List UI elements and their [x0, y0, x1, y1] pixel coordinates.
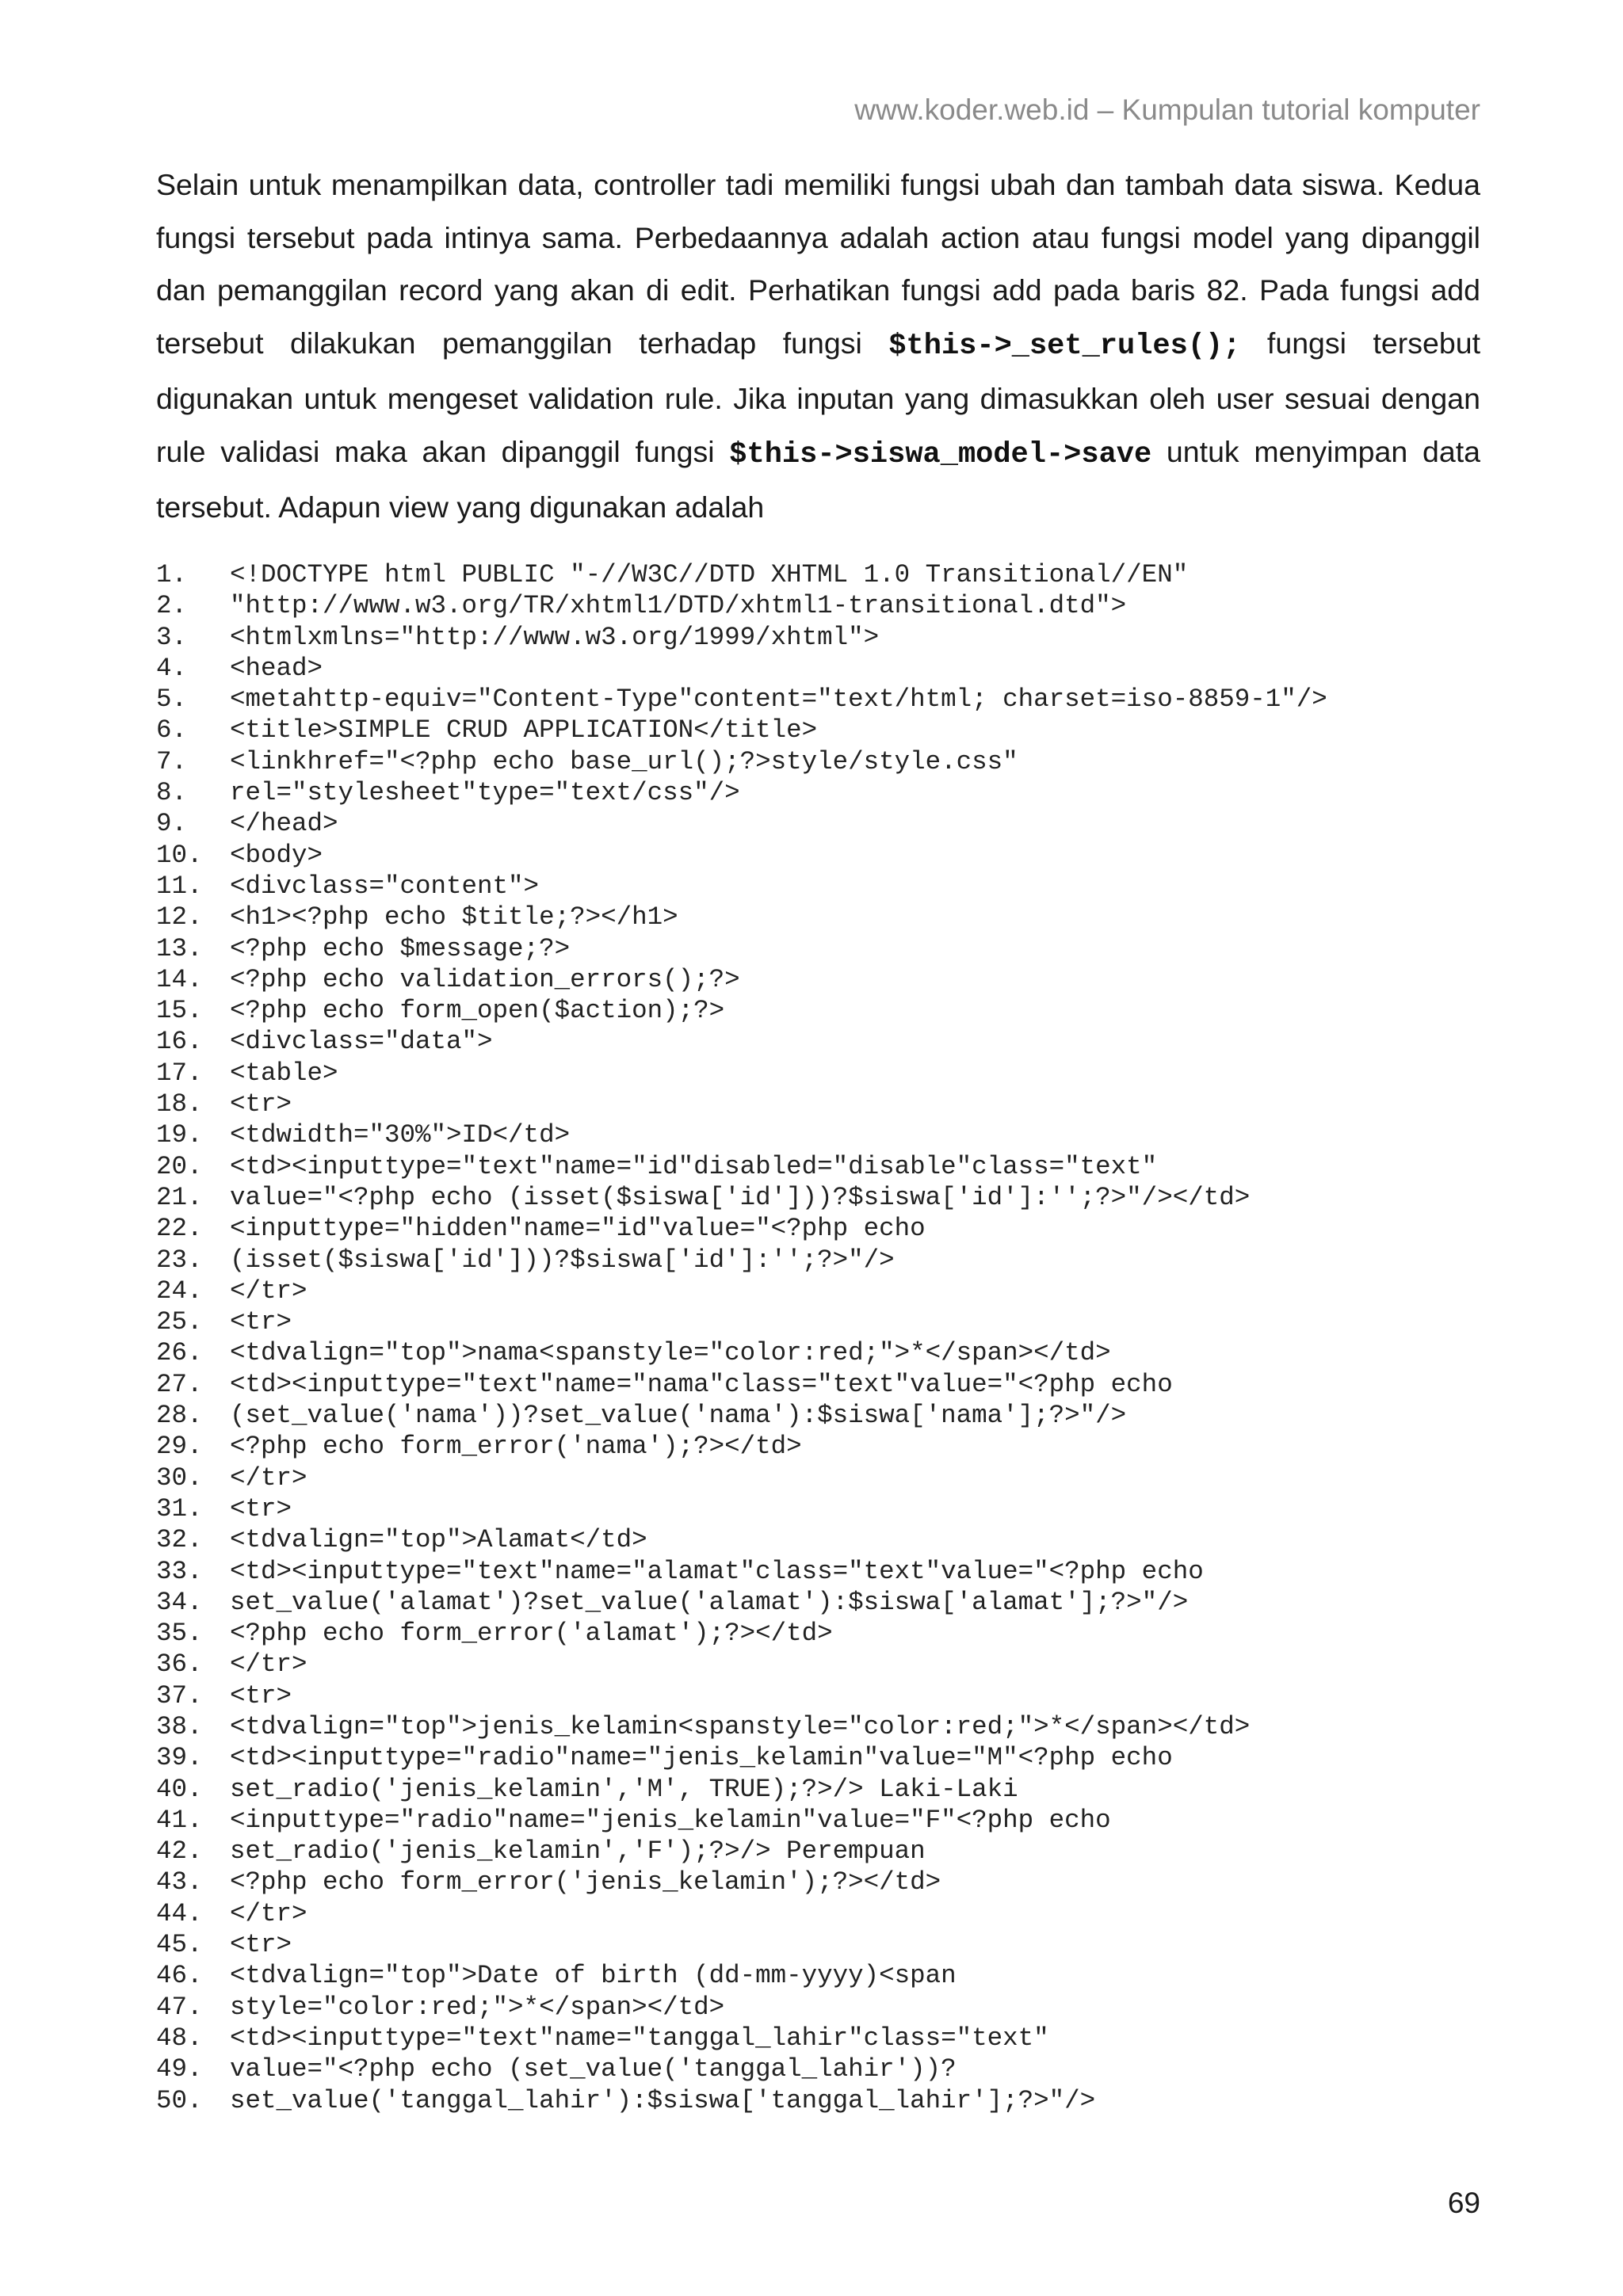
code-line: [156, 1151, 1487, 1182]
code-line: [156, 1898, 1487, 1929]
code-text: value="<?php echo (isset($siswa['id']))?$siswa['id']:'';?>"/></td>: [230, 1182, 1251, 1212]
line-number: 40.: [156, 1774, 203, 1804]
code-text: <?php echo form_open($action);?>: [230, 996, 725, 1026]
code-line: [156, 1058, 1487, 1089]
paragraph-text-part1: Selain untuk menampilkan data, controller tadi memiliki fungsi ubah dan tambah data siswa. Kedua fungsi tersebut pada intinya sama. Perbedaannya adalah action atau fungsi model yang dipanggil dan pemanggilan record yang akan di edit. Perhatikan fungsi add pada baris 82. Pada fungsi add tersebut dilakukan pemanggilan terhadap fungsi: [156, 168, 1480, 360]
code-line: [156, 1992, 1487, 2023]
line-number: 17.: [156, 1058, 203, 1088]
code-line: [156, 1587, 1487, 1618]
code-text: set_radio('jenis_kelamin','F');?>/> Perempuan: [230, 1836, 926, 1867]
code-text: <?php echo form_error('jenis_kelamin');?></td>: [230, 1867, 941, 1897]
code-line: [156, 746, 1487, 777]
code-text: <!DOCTYPE html PUBLIC "-//W3C//DTD XHTML 1.0 Transitional//EN": [230, 560, 1189, 589]
code-text: <tdvalign="top">Alamat</td>: [230, 1525, 647, 1555]
code-line: [156, 559, 1487, 590]
paragraph-text-part2: fungsi tersebut digunakan untuk mengeset validation rule. Jika inputan yang dimasukkan oleh user sesuai dengan rule validasi maka akan dipanggil fungsi: [156, 326, 1481, 468]
code-line: [156, 1463, 1487, 1493]
code-line: [156, 622, 1487, 653]
code-text: <tdvalign="top">nama<spanstyle="color:red;">*</span></td>: [230, 1338, 1111, 1368]
line-number: 23.: [156, 1245, 203, 1275]
code-text: <td><inputtype="text"name="nama"class="text"value="<?php echo: [230, 1369, 1173, 1399]
code-line: [156, 964, 1487, 995]
line-number: 1.: [156, 560, 188, 589]
code-text: <h1><?php echo $title;?></h1>: [230, 902, 678, 933]
code-line: [156, 590, 1487, 621]
code-text: <divclass="content">: [230, 871, 540, 901]
code-line: [156, 840, 1487, 871]
line-number: 4.: [156, 653, 188, 683]
code-line: [156, 1369, 1487, 1400]
line-number: 3.: [156, 622, 188, 652]
body-paragraph: [156, 158, 1480, 534]
code-text: </tr>: [230, 1276, 307, 1306]
line-number: 20.: [156, 1151, 203, 1181]
code-line: [156, 1556, 1487, 1587]
code-line: [156, 1774, 1487, 1805]
code-text: value="<?php echo (set_value('tanggal_lahir'))?: [230, 2054, 957, 2084]
code-listing: [156, 559, 1487, 2116]
line-number: 38.: [156, 1711, 203, 1741]
code-line: [156, 1649, 1487, 1680]
code-text: </head>: [230, 809, 338, 839]
line-number: 21.: [156, 1182, 203, 1212]
line-number: 24.: [156, 1276, 203, 1306]
code-line: [156, 1805, 1487, 1836]
code-text: <tdwidth="30%">ID</td>: [230, 1120, 571, 1150]
code-line: [156, 715, 1487, 746]
code-line: [156, 871, 1487, 902]
line-number: 28.: [156, 1401, 203, 1431]
code-text: <head>: [230, 653, 323, 683]
code-line: [156, 1213, 1487, 1244]
line-number: 36.: [156, 1650, 203, 1680]
code-text: (isset($siswa['id']))?$siswa['id']:'';?>"/>: [230, 1245, 895, 1275]
line-number: 7.: [156, 746, 188, 776]
paragraph-text-part3: untuk menyimpan data tersebut. Adapun view yang digunakan adalah: [156, 434, 1480, 524]
code-line: [156, 808, 1487, 839]
code-text: <tr>: [230, 1307, 292, 1337]
line-number: 11.: [156, 871, 203, 901]
code-line: [156, 1929, 1487, 1960]
code-text: <inputtype="hidden"name="id"value="<?php echo: [230, 1214, 926, 1244]
page-number: 69: [1447, 2187, 1480, 2219]
code-text: <body>: [230, 840, 323, 870]
line-number: 45.: [156, 1930, 203, 1960]
line-number: 50.: [156, 2085, 203, 2115]
code-text: <?php echo validation_errors();?>: [230, 964, 740, 994]
line-number: 5.: [156, 685, 188, 715]
line-number: 46.: [156, 1961, 203, 1991]
code-text: set_value('tanggal_lahir'):$siswa['tanggal_lahir'];?>"/>: [230, 2085, 1096, 2115]
line-number: 15.: [156, 996, 203, 1026]
line-number: 27.: [156, 1369, 203, 1399]
code-text: <tr>: [230, 1493, 292, 1524]
code-text: </tr>: [230, 1650, 307, 1680]
code-line: [156, 2085, 1487, 2116]
code-line: [156, 1400, 1487, 1431]
code-line: [156, 1089, 1487, 1119]
line-number: 14.: [156, 964, 203, 994]
code-line: [156, 1711, 1487, 1742]
code-text: <tr>: [230, 1680, 292, 1711]
code-text: <?php echo $message;?>: [230, 933, 571, 963]
line-number: 32.: [156, 1525, 203, 1555]
line-number: 2.: [156, 591, 188, 621]
code-text: </tr>: [230, 1898, 307, 1928]
line-number: 34.: [156, 1587, 203, 1617]
code-line: [156, 684, 1487, 715]
line-number: 47.: [156, 1992, 203, 2022]
code-line: [156, 933, 1487, 964]
code-line: [156, 995, 1487, 1026]
line-number: 48.: [156, 2023, 203, 2053]
code-text: <tr>: [230, 1089, 292, 1119]
line-number: 22.: [156, 1214, 203, 1244]
line-number: 41.: [156, 1805, 203, 1835]
code-text: <table>: [230, 1058, 338, 1088]
code-line: [156, 2023, 1487, 2054]
line-number: 33.: [156, 1556, 203, 1586]
line-number: 29.: [156, 1432, 203, 1462]
code-line: [156, 2054, 1487, 2084]
line-number: 16.: [156, 1027, 203, 1057]
code-line: [156, 1867, 1487, 1897]
code-text: <?php echo form_error('nama');?></td>: [230, 1432, 802, 1462]
code-line: [156, 1306, 1487, 1337]
line-number: 49.: [156, 2054, 203, 2084]
line-number: 39.: [156, 1743, 203, 1773]
code-line: [156, 1276, 1487, 1306]
line-number: 6.: [156, 715, 188, 746]
code-text: <divclass="data">: [230, 1027, 493, 1057]
code-line: [156, 902, 1487, 933]
page-header: www.koder.web.id – Kumpulan tutorial komputer: [854, 93, 1480, 126]
inline-code-siswa-model-save: $this->siswa_model->save: [729, 437, 1152, 471]
code-text: <td><inputtype="text"name="id"disabled="disable"class="text": [230, 1151, 1158, 1181]
line-number: 25.: [156, 1307, 203, 1337]
code-line: [156, 1026, 1487, 1057]
line-number: 18.: [156, 1089, 203, 1119]
code-text: <tdvalign="top">Date of birth (dd-mm-yyyy)<span: [230, 1961, 957, 1991]
code-text: <htmlxmlns="http://www.w3.org/1999/xhtml">: [230, 622, 880, 652]
code-text: <td><inputtype="radio"name="jenis_kelamin"value="M"<?php echo: [230, 1743, 1173, 1773]
code-text: <tr>: [230, 1930, 292, 1960]
line-number: 26.: [156, 1338, 203, 1368]
inline-code-set-rules: $this->_set_rules();: [888, 329, 1241, 363]
line-number: 43.: [156, 1867, 203, 1897]
code-line: [156, 1742, 1487, 1773]
line-number: 42.: [156, 1836, 203, 1867]
code-text: <inputtype="radio"name="jenis_kelamin"value="F"<?php echo: [230, 1805, 1111, 1835]
line-number: 10.: [156, 840, 203, 870]
line-number: 31.: [156, 1493, 203, 1524]
code-line: [156, 1245, 1487, 1276]
code-line: [156, 1836, 1487, 1867]
code-text: rel="stylesheet"type="text/css"/>: [230, 778, 740, 808]
line-number: 8.: [156, 778, 188, 808]
code-text: set_radio('jenis_kelamin','M', TRUE);?>/> Laki-Laki: [230, 1774, 1018, 1804]
code-line: [156, 653, 1487, 684]
code-text: (set_value('nama'))?set_value('nama'):$siswa['nama'];?>"/>: [230, 1401, 1127, 1431]
line-number: 35.: [156, 1619, 203, 1649]
line-number: 12.: [156, 902, 203, 933]
line-number: 37.: [156, 1680, 203, 1711]
code-line: [156, 1524, 1487, 1555]
code-line: [156, 1431, 1487, 1462]
line-number: 13.: [156, 933, 203, 963]
code-text: <title>SIMPLE CRUD APPLICATION</title>: [230, 715, 818, 746]
code-text: </tr>: [230, 1463, 307, 1493]
code-text: <td><inputtype="text"name="tanggal_lahir"class="text": [230, 2023, 1049, 2053]
code-text: <td><inputtype="text"name="alamat"class="text"value="<?php echo: [230, 1556, 1204, 1586]
code-text: "http://www.w3.org/TR/xhtml1/DTD/xhtml1-transitional.dtd">: [230, 591, 1127, 621]
line-number: 9.: [156, 809, 188, 839]
line-number: 19.: [156, 1120, 203, 1150]
code-line: [156, 777, 1487, 808]
code-text: <?php echo form_error('alamat');?></td>: [230, 1619, 833, 1649]
code-line: [156, 1119, 1487, 1150]
code-line: [156, 1493, 1487, 1524]
code-line: [156, 1960, 1487, 1991]
code-line: [156, 1182, 1487, 1213]
code-text: style="color:red;">*</span></td>: [230, 1992, 725, 2022]
code-text: <metahttp-equiv="Content-Type"content="text/html; charset=iso-8859-1"/>: [230, 685, 1327, 715]
line-number: 30.: [156, 1463, 203, 1493]
code-line: [156, 1618, 1487, 1649]
code-text: <tdvalign="top">jenis_kelamin<spanstyle="color:red;">*</span></td>: [230, 1711, 1251, 1741]
code-text: set_value('alamat')?set_value('alamat'):$siswa['alamat'];?>"/>: [230, 1587, 1189, 1617]
code-line: [156, 1680, 1487, 1711]
line-number: 44.: [156, 1898, 203, 1928]
code-line: [156, 1337, 1487, 1368]
code-text: <linkhref="<?php echo base_url();?>style/style.css": [230, 746, 1018, 776]
